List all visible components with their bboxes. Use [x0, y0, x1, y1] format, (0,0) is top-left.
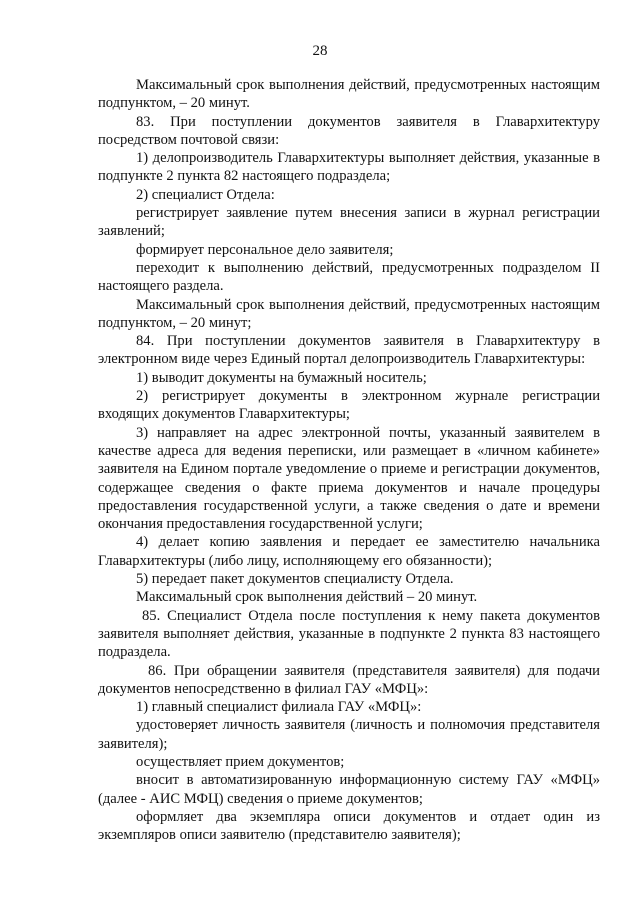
paragraph: Максимальный срок выполнения действий, предусмотренных настоящим подпунктом, – 20 минут;: [98, 296, 600, 331]
paragraph: 2) специалист Отдела:: [136, 186, 275, 203]
paragraph: 4) делает копию заявления и передает ее заместителю начальника Главархитектуры (либо лицу, исполняющему его обязанности);: [98, 534, 600, 569]
paragraph: Максимальный срок выполнения действий, предусмотренных настоящим подпунктом, – 20 минут.: [98, 77, 600, 112]
paragraph: формирует персональное дело заявителя;: [136, 241, 394, 258]
paragraph: Максимальный срок выполнения действий – 20 минут.: [136, 589, 478, 606]
paragraph: 3) направляет на адрес электронной почты, указанный заявителем в качестве адреса для ведения переписки, или размещает в «личном кабинете» заявителя на Едином портале уведомление о приеме и регистрации документов, содержащее сведения о факте приема документов и начале процедуры предоставления государственной услуги, а также сведения о дате и времени окончания предоставления государственной услуги;: [98, 424, 600, 533]
document-body: [98, 76, 600, 844]
paragraph: 1) главный специалист филиала ГАУ «МФЦ»:: [136, 699, 422, 716]
paragraph: оформляет два экземпляра описи документов и отдает один из экземпляров описи заявителю (представителю заявителя);: [98, 808, 600, 844]
paragraph: 1) делопроизводитель Главархитектуры выполняет действия, указанные в подпункте 2 пункта 82 настоящего подраздела;: [98, 150, 600, 185]
paragraph: удостоверяет личность заявителя (личность и полномочия представителя заявителя);: [98, 717, 600, 752]
paragraph: вносит в автоматизированную информационную систему ГАУ «МФЦ» (далее - АИС МФЦ) сведения о приеме документов;: [98, 772, 600, 807]
paragraph: 1) выводит документы на бумажный носитель;: [136, 369, 427, 386]
paragraph: осуществляет прием документов;: [136, 753, 345, 770]
paragraph: 83. При поступлении документов заявителя в Главархитектуру посредством почтовой связи:: [98, 113, 600, 148]
paragraph: 2) регистрирует документы в электронном журнале регистрации входящих документов Главархитектуры;: [98, 388, 600, 423]
paragraph: 84. При поступлении документов заявителя в Главархитектуру в электронном виде через Единый портал делопроизводитель Главархитектуры:: [98, 333, 600, 368]
paragraph: 86. При обращении заявителя (представителя заявителя) для подачи документов непосредственно в филиал ГАУ «МФЦ»:: [98, 662, 600, 697]
paragraph: переходит к выполнению действий, предусмотренных подразделом II настоящего раздела.: [98, 259, 600, 295]
page-number: 28: [312, 43, 328, 59]
paragraph: 85. Специалист Отдела после поступления к нему пакета документов заявителя выполняет действия, указанные в подпункте 2 пункта 83 настоящего подраздела.: [98, 607, 600, 661]
paragraph: регистрирует заявление путем внесения записи в журнал регистрации заявлений;: [98, 205, 600, 240]
paragraph: 5) передает пакет документов специалисту Отдела.: [136, 571, 454, 588]
